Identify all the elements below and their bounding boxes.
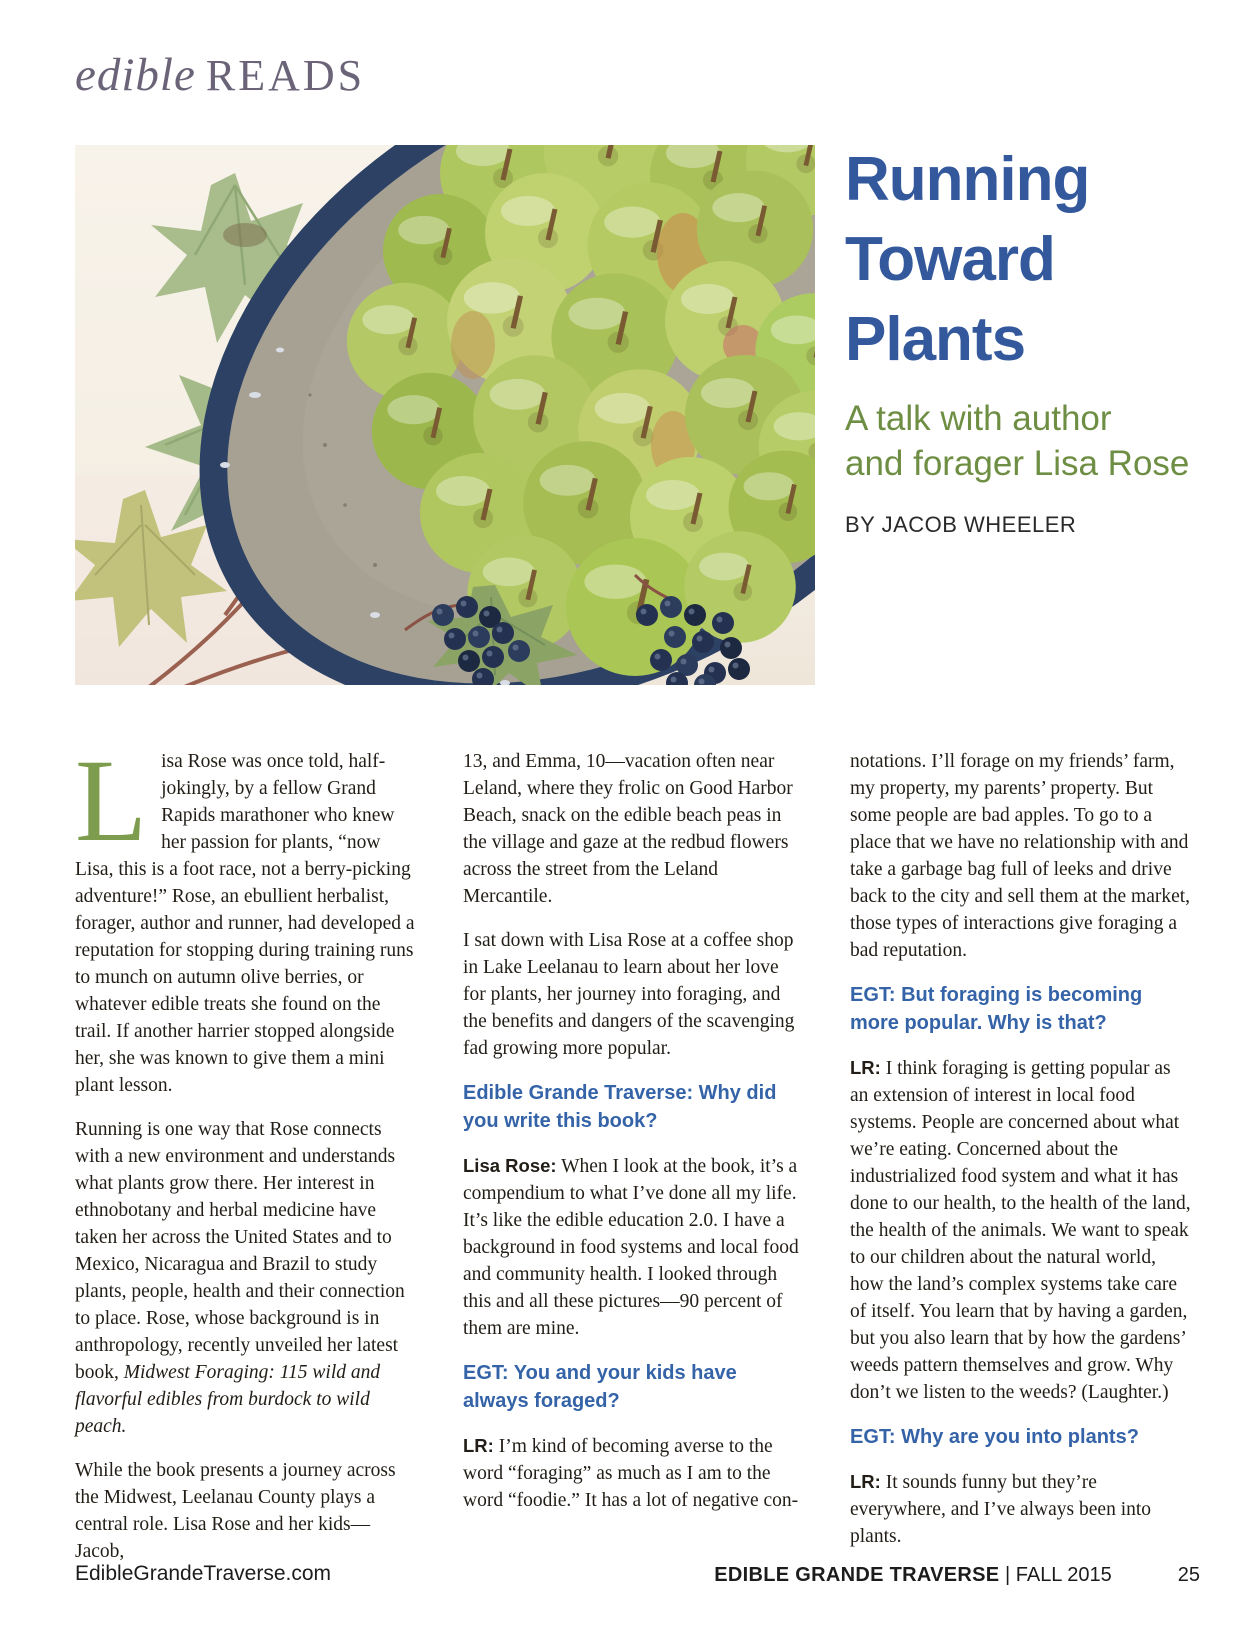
- article-title: [845, 140, 1195, 380]
- text-segment: Midwest Foraging: 115 wild and flavorful edibles from burdock to wild peach.: [75, 1362, 381, 1437]
- text-segment: When I look at the book, it’s a compendium to what I’ve done all my life. It’s like the edible education 2.0. I have a background in food systems and local food and community health. I looked through this and all these pictures—90 percent of them are mine.: [463, 1156, 799, 1339]
- body-paragraph: [75, 1116, 418, 1440]
- body-paragraph: [850, 1054, 1193, 1406]
- body-paragraph: [463, 1432, 806, 1514]
- interview-question: [850, 1423, 1193, 1451]
- article-photo: [75, 145, 815, 685]
- footer-separator: |: [999, 1564, 1016, 1586]
- text-column-2: [463, 748, 806, 1531]
- title-line-3: Plants: [845, 305, 1026, 374]
- apples-bowl-illustration: [75, 145, 815, 685]
- text-segment: It sounds funny but they’re everywhere, and I’ve always been into plants.: [850, 1472, 1152, 1547]
- subtitle-line-2: and forager Lisa Rose: [845, 444, 1190, 483]
- text-segment: While the book presents a journey across the Midwest, Leelanau County plays a central role. Lisa Rose and her kids—Jacob,: [75, 1460, 396, 1562]
- text-segment: I think foraging is getting popular as an extension of interest in local food systems. People are concerned about what we’re eating. Concerned about the industrialized food system and what it has done to our health, to the health of the land, the health of the animals. We want to speak to our children about the natural world, how the land’s complex systems take care of itself. You learn that by having a garden, but you also learn that by how the gardens’ weeds pattern themselves and grow. Why don’t we listen to the weeds? (Laughter.): [850, 1058, 1191, 1403]
- footer-right: [714, 1564, 1200, 1587]
- text-segment: EGT: You and your kids have always foraged?: [463, 1362, 737, 1412]
- text-segment: Edible Grande Traverse: Why did you write this book?: [463, 1082, 777, 1132]
- footer-magazine-name: EDIBLE GRANDE TRAVERSE: [714, 1564, 1000, 1586]
- text-segment: notations. I’ll forage on my friends’ farm, my property, my parents’ property. But some people are bad apples. To go to a place that we have no relationship with and take a garbage bag full of leeks and drive back to the city and sell them at the market, those types of interactions give foraging a bad reputation.: [850, 751, 1191, 961]
- body-paragraph: [75, 1457, 418, 1565]
- text-segment: Lisa Rose:: [463, 1155, 557, 1176]
- body-paragraph: [850, 748, 1193, 964]
- footer-website: EdibleGrandeTraverse.com: [75, 1562, 331, 1585]
- text-segment: 13, and Emma, 10—vacation often near Leland, where they frolic on Good Harbor Beach, snack on the edible beach peas in the village and gaze at the redbud flowers across the street from the Leland Mercantile.: [463, 751, 793, 907]
- body-paragraph: [75, 735, 418, 1099]
- text-segment: I sat down with Lisa Rose at a coffee shop in Lake Leelanau to learn about her love for plants, her journey into foraging, and the benefits and dangers of the scavenging fad growing more popular.: [463, 930, 795, 1059]
- text-segment: isa Rose was once told, half-jokingly, by a fellow Grand Rapids marathoner who knew her passion for plants, “now Lisa, this is a foot race, not a berry-picking adventure!” Rose, an ebullient herbalist, forager, author and runner, had developed a reputation for stopping during training runs to munch on autumn olive berries, or whatever edible treats she found on the trail. If another harrier stopped alongside her, she was known to give them a mini plant lesson.: [75, 751, 415, 1096]
- text-segment: EGT: Why are you into plants?: [850, 1426, 1139, 1448]
- footer-issue: FALL 2015: [1015, 1564, 1112, 1586]
- article-subtitle: [845, 396, 1195, 486]
- text-segment: Running is one way that Rose connects with a new environment and understands what plants grow there. Her interest in ethnobotany and herbal medicine have taken her across the United States and to Mexico, Nicaragua and Brazil to study plants, people, health and their connection to place. Rose, whose background is in anthropology, recently unveiled her latest book,: [75, 1119, 405, 1383]
- text-segment: LR:: [850, 1057, 881, 1078]
- body-paragraph: [463, 748, 806, 910]
- interview-question: [463, 1079, 806, 1135]
- footer-magazine-issue: [714, 1564, 1111, 1587]
- text-column-3: [850, 748, 1193, 1567]
- brand-word-edible: edible: [75, 49, 196, 101]
- page-number: 25: [1177, 1564, 1200, 1586]
- subtitle-line-1: A talk with author: [845, 399, 1112, 438]
- drop-cap: L: [75, 735, 148, 866]
- byline: BY JACOB WHEELER: [845, 512, 1077, 537]
- body-paragraph: [463, 1152, 806, 1342]
- title-line-1: Running: [845, 145, 1090, 214]
- body-paragraph: [463, 927, 806, 1062]
- text-column-1: [75, 735, 418, 1582]
- title-block: [845, 140, 1195, 538]
- interview-question: [463, 1359, 806, 1415]
- text-segment: LR:: [463, 1435, 494, 1456]
- text-segment: EGT: But foraging is becoming more popular. Why is that?: [850, 984, 1143, 1034]
- brand-word-reads: READS: [205, 51, 366, 100]
- interview-question: [850, 981, 1193, 1037]
- text-segment: LR:: [850, 1471, 881, 1492]
- body-paragraph: [850, 1468, 1193, 1550]
- section-header: [75, 48, 365, 102]
- text-segment: I’m kind of becoming averse to the word “foraging” as much as I am to the word “foodie.” It has a lot of negative con-: [463, 1436, 799, 1511]
- title-line-2: Toward: [845, 225, 1055, 294]
